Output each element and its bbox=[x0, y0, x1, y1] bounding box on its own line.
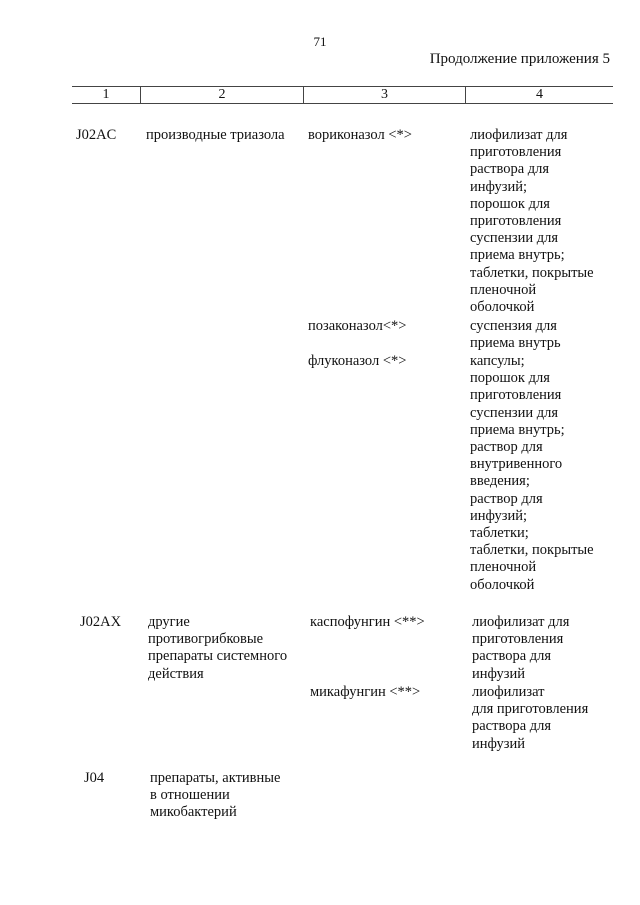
drug-name: флуконазол <*> bbox=[308, 353, 407, 369]
drug-forms: лиофилизат для приготовления раствора для инфузий bbox=[472, 614, 570, 682]
drug-forms: капсулы; порошок для приготовления суспензии для приема внутрь; раствор для внутривенного введения; раствор для инфузий; таблетки; таблетки, покрытые пленочной оболочкой bbox=[470, 353, 594, 593]
drug-name: каспофунгин <**> bbox=[310, 614, 425, 630]
drug-name: позаконазол<*> bbox=[308, 318, 407, 334]
row-group: производные триазола bbox=[146, 127, 285, 143]
drug-forms: лиофилизат для приготовления раствора для инфузий; порошок для приготовления суспензии для приема внутрь; таблетки, покрытые пленочной оболочкой bbox=[470, 127, 594, 316]
row-group: другие противогрибковые препараты системного действия bbox=[148, 614, 288, 682]
column-header-2: 2 bbox=[140, 87, 303, 103]
row-code: J04 bbox=[84, 770, 105, 786]
drug-forms: суспензия для приема внутрь bbox=[470, 318, 561, 352]
table-header bbox=[72, 86, 613, 104]
continuation-heading: Продолжение приложения 5 bbox=[429, 51, 610, 67]
row-code: J02AX bbox=[80, 614, 122, 630]
column-header-1: 1 bbox=[102, 87, 110, 102]
drug-name: вориконазол <*> bbox=[308, 127, 412, 143]
column-header-4: 4 bbox=[465, 87, 613, 103]
row-code: J02AC bbox=[76, 127, 117, 143]
column-header-3: 3 bbox=[303, 87, 465, 103]
row-group: препараты, активные в отношении микобактерий bbox=[150, 770, 281, 821]
page-number: 71 bbox=[313, 34, 327, 49]
drug-forms: лиофилизат для приготовления раствора для инфузий bbox=[472, 684, 589, 752]
drug-name: микафунгин <**> bbox=[310, 684, 421, 700]
